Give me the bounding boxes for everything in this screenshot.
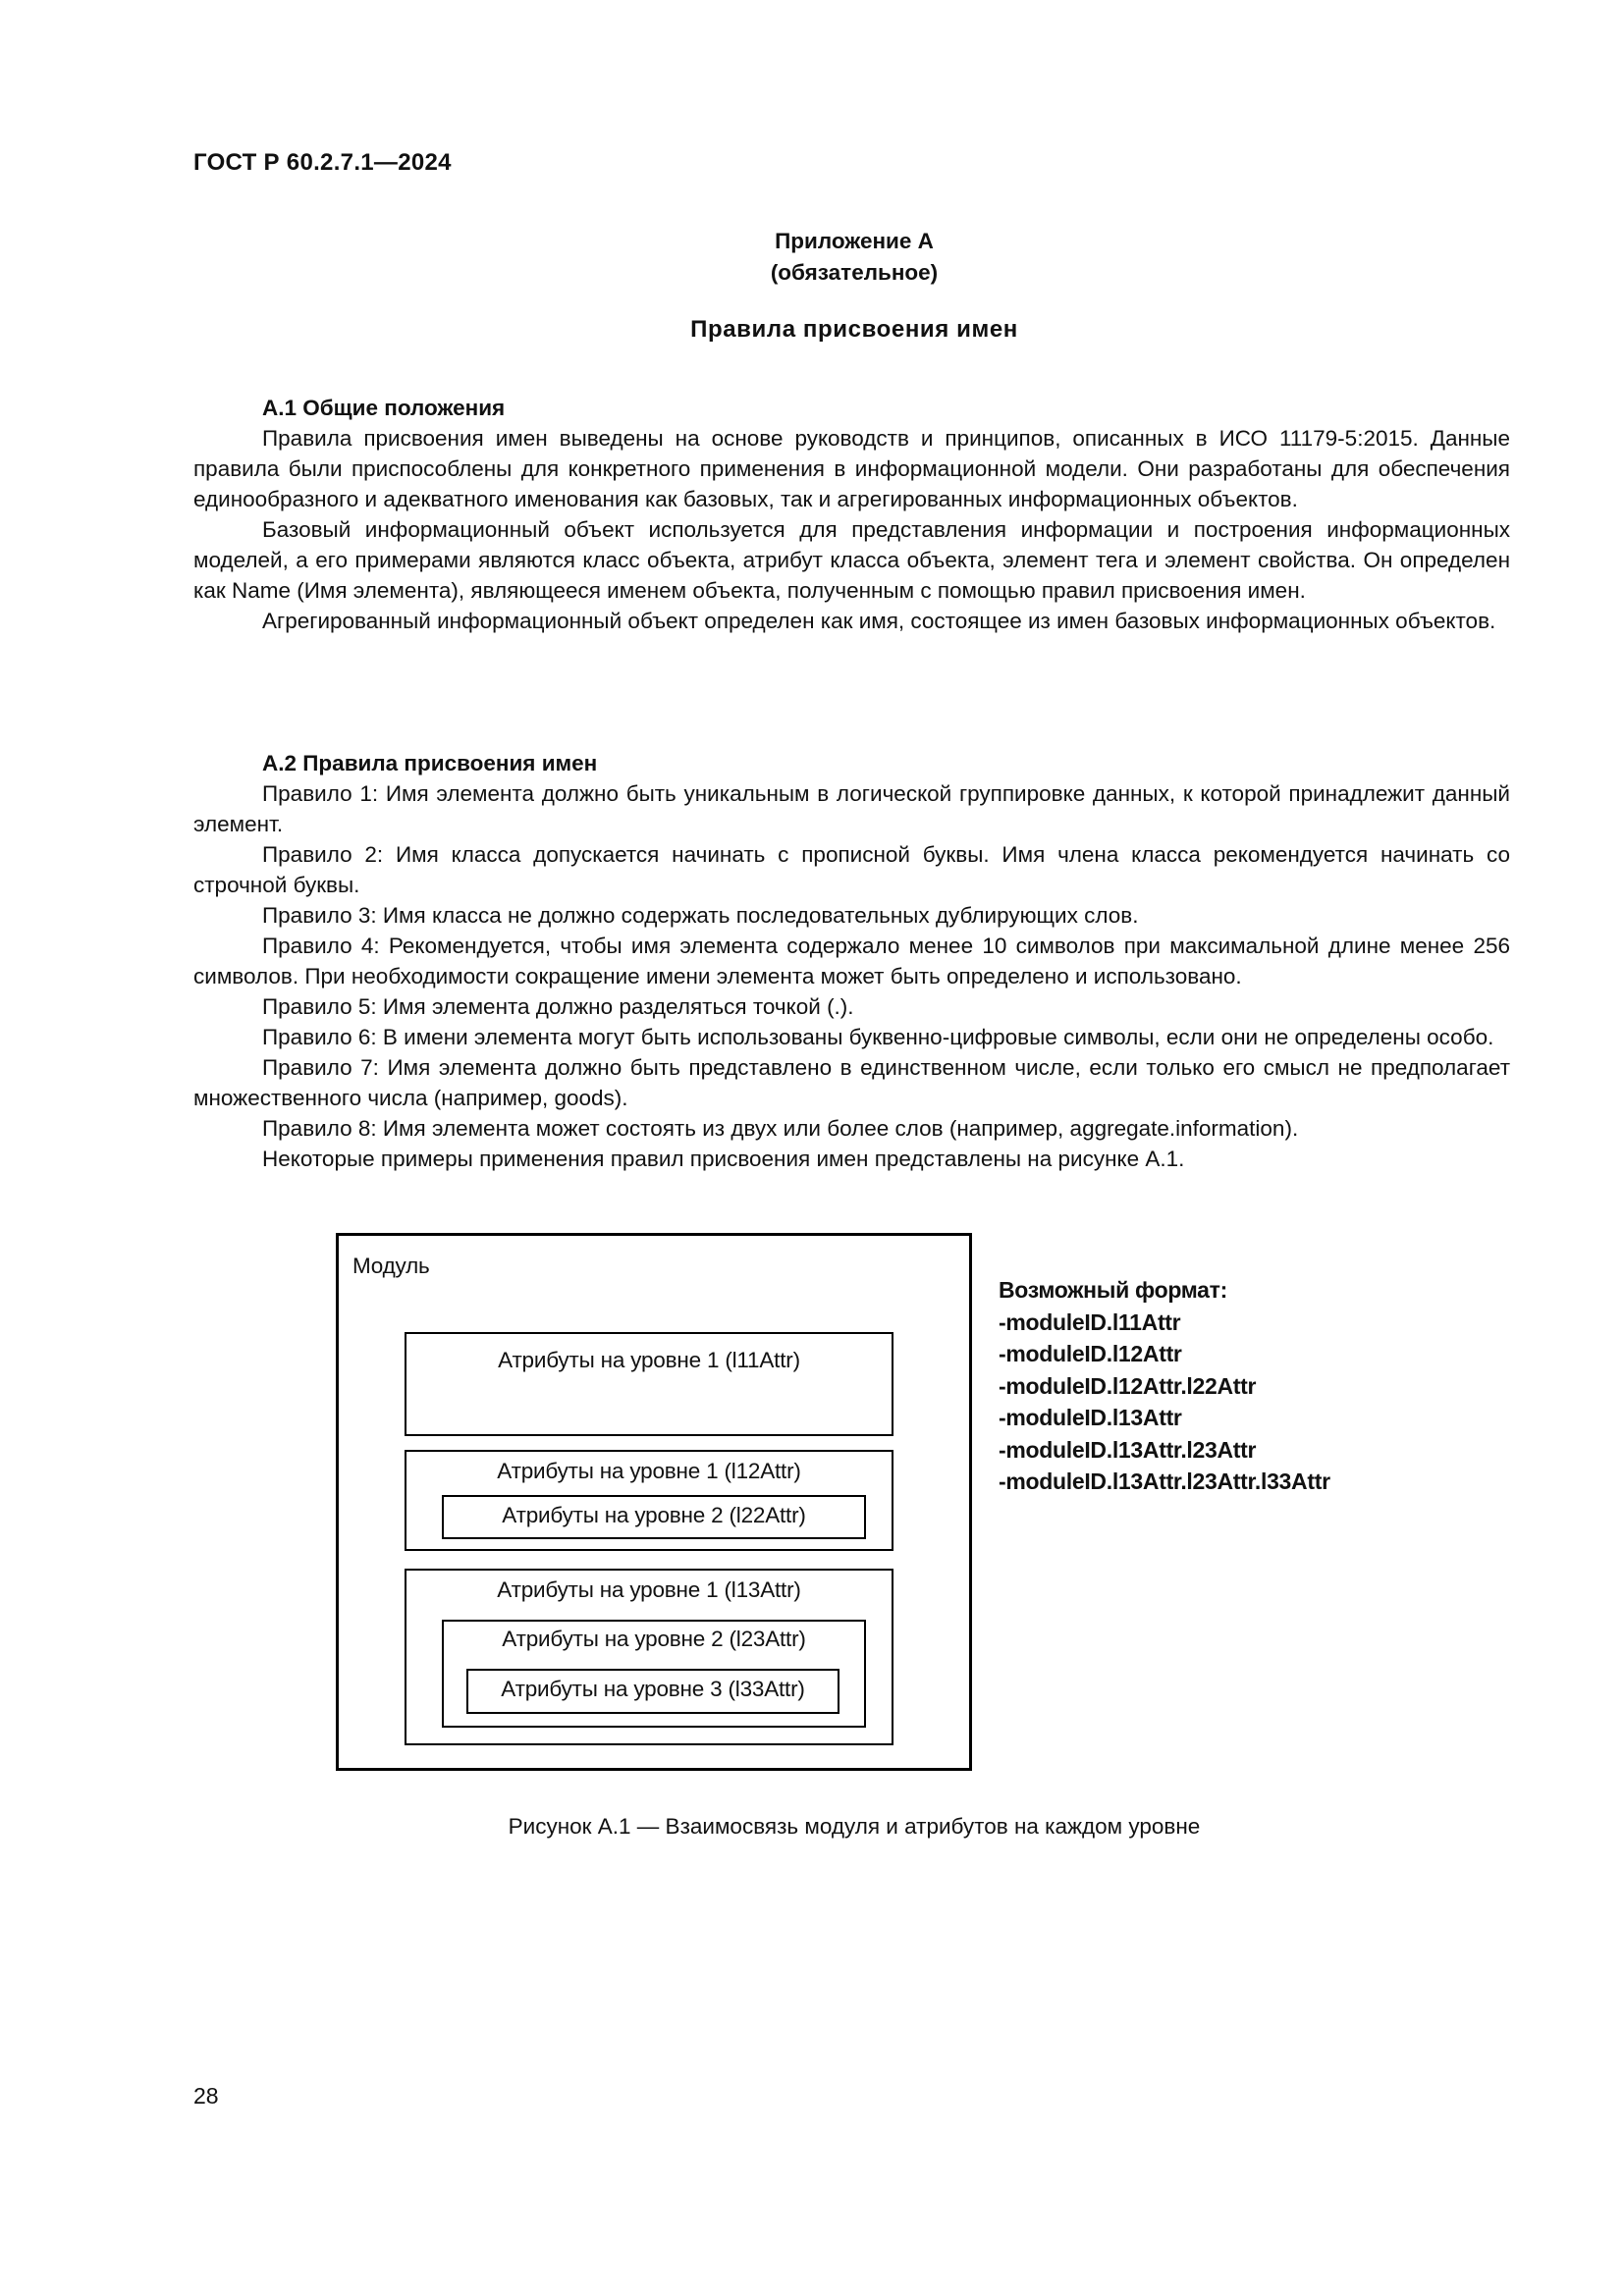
rule-paragraph: Правило 3: Имя класса не должно содержать последовательных дублирующих слов.	[262, 903, 1139, 928]
module-label: Модуль	[352, 1254, 430, 1278]
section-2	[193, 748, 1510, 1174]
section-2-heading: А.2 Правила присвоения имен	[262, 751, 598, 775]
document-header: ГОСТ Р 60.2.7.1—2024	[193, 149, 452, 176]
rule-paragraph: Правило 5: Имя элемента должно разделяться точкой (.).	[262, 994, 854, 1019]
rule-paragraph: Правило 8: Имя элемента может состоять из двух или более слов (например, aggregate.information).	[262, 1116, 1299, 1141]
rule-paragraph: Правило 7: Имя элемента должно быть представлено в единственном числе, если только его смысл не предполагает множественного числа (например, goods).	[193, 1055, 1510, 1110]
paragraph: Базовый информационный объект используется для представления информации и построения информационных моделей, а его примерами являются класс объекта, атрибут класса объекта, элемент тега и элемент свойства. Он определен как Name (Имя элемента), являющееся именем объекта, полученным с помощью правил присвоения имен.	[193, 517, 1510, 603]
attr-box-l23	[442, 1620, 866, 1728]
paragraph: Агрегированный информационный объект определен как имя, состоящее из имен базовых информационных объектов.	[262, 609, 1496, 633]
rule-paragraph: Правило 4: Рекомендуется, чтобы имя элемента содержало менее 10 символов при максимальной длине менее 256 символов. При необходимости сокращение имени элемента может быть определено и использовано.	[193, 934, 1510, 988]
format-item: -moduleID.l12Attr.l22Attr	[999, 1372, 1257, 1399]
rule-paragraph: Некоторые примеры применения правил присвоения имен представлены на рисунке А.1.	[262, 1147, 1185, 1171]
attr-box-l12	[405, 1450, 893, 1551]
attr-label-l12: Атрибуты на уровне 1 (l12Attr)	[497, 1459, 801, 1483]
page-number: 28	[193, 2083, 219, 2109]
attr-box-l11	[405, 1332, 893, 1436]
page-title: Правила присвоения имен	[690, 316, 1018, 343]
format-title: Возможный формат:	[999, 1277, 1227, 1303]
paragraph: Правила присвоения имен выведены на основе руководств и принципов, описанных в ИСО 11179-5:2015. Данные правила были приспособлены для конкретного применения в информационной модели. Они разработаны для обеспечения единообразного и адекватного именования как базовых, так и агрегированных информационных объектов.	[193, 426, 1510, 511]
rule-paragraph: Правило 2: Имя класса допускается начинать с прописной буквы. Имя члена класса рекомендуется начинать со строчной буквы.	[193, 842, 1510, 897]
annex-status: (обязательное)	[770, 260, 939, 285]
module-box	[336, 1233, 972, 1771]
attr-box-l33	[466, 1669, 839, 1714]
format-item: -moduleID.l13Attr	[999, 1405, 1182, 1430]
attr-label-l11: Атрибуты на уровне 1 (l11Attr)	[498, 1348, 800, 1372]
figure-caption: Рисунок А.1 — Взаимосвязь модуля и атрибутов на каждом уровне	[508, 1814, 1201, 1839]
format-list	[999, 1274, 1330, 1498]
attr-label-l13: Атрибуты на уровне 1 (l13Attr)	[497, 1577, 801, 1602]
attr-label-l22: Атрибуты на уровне 2 (l22Attr)	[502, 1503, 806, 1527]
rule-paragraph: Правило 1: Имя элемента должно быть уникальным в логической группировке данных, к которой принадлежит данный элемент.	[193, 781, 1510, 836]
format-item: -moduleID.l12Attr	[999, 1341, 1182, 1366]
annex-heading	[0, 226, 1624, 289]
format-item: -moduleID.l13Attr.l23Attr.l33Attr	[999, 1468, 1330, 1494]
format-item: -moduleID.l13Attr.l23Attr	[999, 1436, 1257, 1463]
format-item: -moduleID.l11Attr	[999, 1308, 1181, 1335]
rule-paragraph: Правило 6: В имени элемента могут быть использованы буквенно-цифровые символы, если они не определены особо.	[262, 1025, 1494, 1049]
attr-box-l13	[405, 1569, 893, 1745]
section-1-heading: А.1 Общие положения	[262, 396, 506, 420]
attr-box-l22	[442, 1495, 866, 1539]
attr-label-l23: Атрибуты на уровне 2 (l23Attr)	[502, 1627, 806, 1651]
annex-title: Приложение А	[775, 229, 934, 253]
attr-label-l33: Атрибуты на уровне 3 (l33Attr)	[501, 1677, 805, 1701]
section-1	[193, 393, 1510, 636]
